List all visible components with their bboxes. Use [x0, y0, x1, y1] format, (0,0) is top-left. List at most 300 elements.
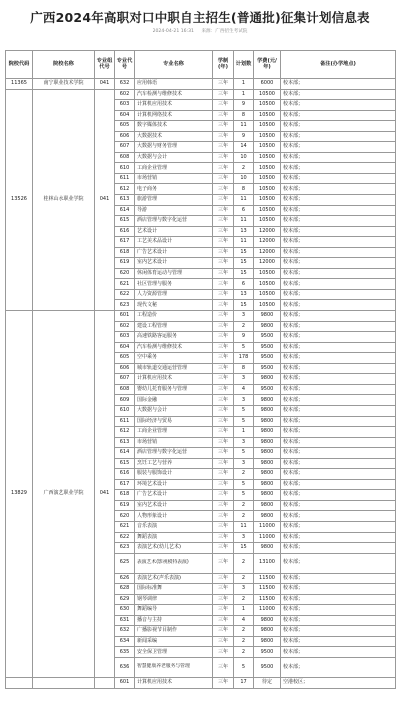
plan-count: 5 — [234, 405, 254, 416]
remark: 校本部； — [281, 332, 396, 343]
major-code: 617 — [115, 479, 135, 490]
major-name: 表演艺术(影视模特表演) — [135, 553, 213, 573]
duration: 三年 — [213, 395, 234, 406]
duration: 三年 — [213, 279, 234, 290]
duration: 三年 — [213, 163, 234, 174]
tuition: 9800 — [254, 511, 281, 522]
tuition: 9800 — [254, 500, 281, 511]
tuition: 11000 — [254, 532, 281, 543]
remark: 校本部； — [281, 615, 396, 626]
major-code: 618 — [115, 490, 135, 501]
tuition: 10500 — [254, 163, 281, 174]
remark: 校本部； — [281, 79, 396, 90]
remark: 校本部； — [281, 173, 396, 184]
major-code: 620 — [115, 511, 135, 522]
tuition: 9500 — [254, 332, 281, 343]
duration: 三年 — [213, 258, 234, 269]
remark: 校本部； — [281, 532, 396, 543]
tuition: 9800 — [254, 448, 281, 459]
duration: 三年 — [213, 657, 234, 677]
duration: 三年 — [213, 363, 234, 374]
tuition: 10500 — [254, 184, 281, 195]
duration: 三年 — [213, 121, 234, 132]
major-name: 工程造价 — [135, 311, 213, 322]
plan-count: 11 — [234, 121, 254, 132]
duration: 三年 — [213, 490, 234, 501]
school-name: 南宁职业技术学院 — [33, 79, 95, 90]
plan-count: 2 — [234, 469, 254, 480]
duration: 三年 — [213, 332, 234, 343]
plan-count: 3 — [234, 458, 254, 469]
plan-count: 6 — [234, 205, 254, 216]
remark: 校本部； — [281, 448, 396, 459]
major-name: 艺术设计 — [135, 226, 213, 237]
remark: 校本部； — [281, 131, 396, 142]
duration: 三年 — [213, 321, 234, 332]
document-title: 广西2024年高职对口中职自主招生(普通批)征集计划信息表 — [30, 10, 370, 25]
tuition: 9800 — [254, 374, 281, 385]
plan-count: 15 — [234, 247, 254, 258]
remark: 校本部； — [281, 226, 396, 237]
major-code: 611 — [115, 416, 135, 427]
major-code: 603 — [115, 100, 135, 111]
major-code: 609 — [115, 395, 135, 406]
tuition: 9800 — [254, 490, 281, 501]
major-code: 631 — [115, 615, 135, 626]
major-code: 626 — [115, 573, 135, 584]
remark: 校本部； — [281, 258, 396, 269]
publish-source: 来源：广西招生考试院 — [201, 29, 248, 34]
major-code: 604 — [115, 342, 135, 353]
duration: 三年 — [213, 237, 234, 248]
tuition: 10500 — [254, 110, 281, 121]
major-name: 环境艺术设计 — [135, 479, 213, 490]
major-code: 612 — [115, 184, 135, 195]
remark: 校本部； — [281, 657, 396, 677]
major-name: 数字媒体技术 — [135, 121, 213, 132]
remark: 校本部； — [281, 142, 396, 153]
duration: 三年 — [213, 511, 234, 522]
duration: 三年 — [213, 216, 234, 227]
major-name: 空中乘务 — [135, 353, 213, 364]
major-code: 601 — [115, 311, 135, 322]
plan-count: 2 — [234, 594, 254, 605]
remark: 校本部； — [281, 184, 396, 195]
header-duration: 学制(年) — [213, 51, 234, 79]
duration: 三年 — [213, 311, 234, 322]
plan-count: 1 — [234, 89, 254, 100]
header-tuition: 学费(元/年) — [254, 51, 281, 79]
major-name: 高速铁路客运服务 — [135, 332, 213, 343]
major-code: 606 — [115, 131, 135, 142]
plan-count: 15 — [234, 543, 254, 554]
tuition: 9800 — [254, 395, 281, 406]
plan-count: 5 — [234, 657, 254, 677]
remark: 校本部； — [281, 584, 396, 595]
major-name: 市场营销 — [135, 437, 213, 448]
plan-count: 6 — [234, 279, 254, 290]
major-code: 616 — [115, 469, 135, 480]
major-code: 616 — [115, 226, 135, 237]
tuition: 10500 — [254, 268, 281, 279]
duration: 三年 — [213, 300, 234, 311]
plan-count: 2 — [234, 636, 254, 647]
tuition: 11500 — [254, 584, 281, 595]
major-name: 计算机网络技术 — [135, 110, 213, 121]
duration: 三年 — [213, 553, 234, 573]
major-code: 612 — [115, 427, 135, 438]
major-name: 工艺美术品设计 — [135, 237, 213, 248]
group-code: 041 — [95, 89, 115, 310]
major-name: 表演艺术(声乐表演) — [135, 573, 213, 584]
plan-count: 1 — [234, 605, 254, 616]
major-code: 621 — [115, 279, 135, 290]
tuition: 10500 — [254, 289, 281, 300]
major-code: 628 — [115, 584, 135, 595]
header-school-code: 院校代码 — [6, 51, 33, 79]
major-name: 播音与主持 — [135, 615, 213, 626]
duration: 三年 — [213, 152, 234, 163]
plan-count: 11 — [234, 216, 254, 227]
tuition: 9800 — [254, 469, 281, 480]
table-row — [6, 79, 396, 90]
group-code: 041 — [95, 79, 115, 90]
remark: 校本部； — [281, 405, 396, 416]
duration: 三年 — [213, 626, 234, 637]
tuition: 9800 — [254, 626, 281, 637]
major-code: 622 — [115, 532, 135, 543]
major-code: 602 — [115, 89, 135, 100]
duration: 三年 — [213, 636, 234, 647]
plan-count: 13 — [234, 289, 254, 300]
major-name: 安全保卫管理 — [135, 647, 213, 658]
major-name: 现代文秘 — [135, 300, 213, 311]
header-group-code: 专业组代号 — [95, 51, 115, 79]
major-code: 618 — [115, 247, 135, 258]
school-name — [33, 677, 95, 688]
major-code: 620 — [115, 268, 135, 279]
major-code: 623 — [115, 300, 135, 311]
major-code: 614 — [115, 205, 135, 216]
tuition: 9800 — [254, 405, 281, 416]
tuition: 11000 — [254, 521, 281, 532]
header-plan-count: 计划数 — [234, 51, 254, 79]
plan-count: 8 — [234, 184, 254, 195]
major-name: 大数据与会计 — [135, 405, 213, 416]
major-code: 621 — [115, 521, 135, 532]
plan-count: 17 — [234, 677, 254, 688]
major-name: 计算机应用技术 — [135, 677, 213, 688]
plan-count: 3 — [234, 584, 254, 595]
tuition: 9500 — [254, 384, 281, 395]
major-code: 610 — [115, 405, 135, 416]
major-code: 623 — [115, 543, 135, 554]
plan-count: 1 — [234, 427, 254, 438]
plan-count: 3 — [234, 374, 254, 385]
plan-count: 11 — [234, 521, 254, 532]
remark: 校本部； — [281, 626, 396, 637]
plan-count: 5 — [234, 479, 254, 490]
remark: 校本部； — [281, 500, 396, 511]
tuition: 10500 — [254, 216, 281, 227]
major-name: 建设工程管理 — [135, 321, 213, 332]
group-code — [95, 677, 115, 688]
tuition: 11500 — [254, 573, 281, 584]
major-name: 智慧健康养老服务与管理 — [135, 657, 213, 677]
remark: 校本部； — [281, 152, 396, 163]
remark: 校本部； — [281, 543, 396, 554]
tuition: 9800 — [254, 321, 281, 332]
major-code: 610 — [115, 163, 135, 174]
school-name: 广西演艺职业学院 — [33, 311, 95, 678]
major-name: 人物形象设计 — [135, 511, 213, 522]
major-code: 625 — [115, 553, 135, 573]
tuition: 9800 — [254, 416, 281, 427]
remark: 校本部； — [281, 469, 396, 480]
remark: 校本部； — [281, 479, 396, 490]
tuition: 6000 — [254, 79, 281, 90]
major-name: 酒店管理与数字化运营 — [135, 448, 213, 459]
header-school-name: 院校名称 — [33, 51, 95, 79]
plan-count: 15 — [234, 258, 254, 269]
tuition: 10500 — [254, 121, 281, 132]
major-name: 烹饪工艺与营养 — [135, 458, 213, 469]
plan-count: 8 — [234, 110, 254, 121]
major-name: 国际标准舞 — [135, 584, 213, 595]
duration: 三年 — [213, 247, 234, 258]
header-major-code: 专业代号 — [115, 51, 135, 79]
duration: 三年 — [213, 500, 234, 511]
plan-count: 10 — [234, 152, 254, 163]
duration: 三年 — [213, 427, 234, 438]
tuition: 11000 — [254, 605, 281, 616]
major-name: 国际金融 — [135, 395, 213, 406]
tuition: 9800 — [254, 311, 281, 322]
major-code: 608 — [115, 384, 135, 395]
duration: 三年 — [213, 173, 234, 184]
school-code: 13829 — [6, 311, 33, 678]
major-code: 613 — [115, 195, 135, 206]
tuition: 10500 — [254, 89, 281, 100]
major-name: 社区管理与服务 — [135, 279, 213, 290]
major-name: 广告艺术设计 — [135, 490, 213, 501]
major-code: 630 — [115, 605, 135, 616]
major-code: 613 — [115, 437, 135, 448]
major-name: 工商企业管理 — [135, 427, 213, 438]
duration: 三年 — [213, 584, 234, 595]
major-name: 城市轨道交通运营管理 — [135, 363, 213, 374]
tuition: 12000 — [254, 258, 281, 269]
duration: 三年 — [213, 594, 234, 605]
remark: 校本部； — [281, 321, 396, 332]
remark: 校本部； — [281, 110, 396, 121]
major-code: 636 — [115, 657, 135, 677]
remark: 校本部； — [281, 247, 396, 258]
major-code: 603 — [115, 332, 135, 343]
school-code: 13526 — [6, 89, 33, 310]
remark: 校本部； — [281, 216, 396, 227]
duration: 三年 — [213, 521, 234, 532]
remark: 校本部； — [281, 342, 396, 353]
tuition: 9800 — [254, 437, 281, 448]
major-name: 音乐表演 — [135, 521, 213, 532]
remark: 校本部； — [281, 237, 396, 248]
remark: 校本部； — [281, 416, 396, 427]
tuition: 13100 — [254, 553, 281, 573]
plan-count: 5 — [234, 342, 254, 353]
duration: 三年 — [213, 384, 234, 395]
duration: 三年 — [213, 479, 234, 490]
duration: 三年 — [213, 184, 234, 195]
duration: 三年 — [213, 405, 234, 416]
major-code: 615 — [115, 458, 135, 469]
remark: 校本部； — [281, 458, 396, 469]
major-name: 钢琴调律 — [135, 594, 213, 605]
major-code: 611 — [115, 173, 135, 184]
duration: 三年 — [213, 573, 234, 584]
remark: 校本部； — [281, 163, 396, 174]
tuition: 9800 — [254, 479, 281, 490]
table-body — [6, 79, 396, 689]
remark: 校本部； — [281, 490, 396, 501]
document-meta — [0, 28, 400, 34]
remark: 校本部； — [281, 636, 396, 647]
remark: 校本部； — [281, 121, 396, 132]
remark: 校本部； — [281, 384, 396, 395]
major-code: 632 — [115, 626, 135, 637]
tuition: 9500 — [254, 342, 281, 353]
remark: 校本部； — [281, 374, 396, 385]
major-code: 601 — [115, 677, 135, 688]
major-name: 休闲体育运动与管理 — [135, 268, 213, 279]
major-code: 604 — [115, 110, 135, 121]
plan-count: 10 — [234, 173, 254, 184]
duration: 三年 — [213, 615, 234, 626]
table-header-row — [6, 51, 396, 79]
duration: 三年 — [213, 131, 234, 142]
major-code: 632 — [115, 79, 135, 90]
plan-count: 3 — [234, 311, 254, 322]
duration: 三年 — [213, 342, 234, 353]
major-name: 国际经济与贸易 — [135, 416, 213, 427]
enrollment-table — [5, 50, 396, 689]
plan-count: 11 — [234, 195, 254, 206]
duration: 三年 — [213, 226, 234, 237]
plan-count: 2 — [234, 553, 254, 573]
major-name: 大数据与财务管理 — [135, 142, 213, 153]
remark: 校本部； — [281, 311, 396, 322]
major-name: 市场营销 — [135, 173, 213, 184]
plan-count: 2 — [234, 500, 254, 511]
remark: 校本部； — [281, 647, 396, 658]
major-name: 汽车检测与维修技术 — [135, 89, 213, 100]
remark: 校本部； — [281, 300, 396, 311]
tuition: 10500 — [254, 142, 281, 153]
major-name: 计算机应用技术 — [135, 100, 213, 111]
tuition: 9800 — [254, 543, 281, 554]
table-row — [6, 89, 396, 100]
major-code: 607 — [115, 374, 135, 385]
remark: 校本部； — [281, 205, 396, 216]
major-name: 广播影视节目制作 — [135, 626, 213, 637]
duration: 三年 — [213, 677, 234, 688]
major-name: 酒店管理与数字化运营 — [135, 216, 213, 227]
remark: 校本部； — [281, 289, 396, 300]
remark: 校本部； — [281, 573, 396, 584]
plan-count: 5 — [234, 490, 254, 501]
plan-count: 4 — [234, 615, 254, 626]
publish-date: 2024-04-21 16:31 — [152, 29, 194, 34]
duration: 三年 — [213, 79, 234, 90]
plan-count: 9 — [234, 100, 254, 111]
major-name: 舞蹈编导 — [135, 605, 213, 616]
plan-count: 8 — [234, 363, 254, 374]
major-name: 新闻采编 — [135, 636, 213, 647]
tuition: 12000 — [254, 226, 281, 237]
duration: 三年 — [213, 142, 234, 153]
plan-count: 2 — [234, 321, 254, 332]
tuition: 9800 — [254, 458, 281, 469]
plan-count: 5 — [234, 448, 254, 459]
tuition: 10500 — [254, 152, 281, 163]
duration: 三年 — [213, 605, 234, 616]
major-code: 617 — [115, 237, 135, 248]
header-remark: 备注(办学地点) — [281, 51, 396, 79]
duration: 三年 — [213, 416, 234, 427]
school-name: 桂林山水职业学院 — [33, 89, 95, 310]
duration: 三年 — [213, 543, 234, 554]
remark: 校本部； — [281, 268, 396, 279]
duration: 三年 — [213, 647, 234, 658]
duration: 三年 — [213, 374, 234, 385]
remark: 校本部； — [281, 511, 396, 522]
tuition: 11500 — [254, 594, 281, 605]
major-code: 635 — [115, 647, 135, 658]
remark: 校本部； — [281, 437, 396, 448]
tuition: 10500 — [254, 205, 281, 216]
major-name: 旅游管理 — [135, 195, 213, 206]
tuition: 12000 — [254, 237, 281, 248]
tuition: 9500 — [254, 363, 281, 374]
plan-count: 1 — [234, 79, 254, 90]
duration: 三年 — [213, 353, 234, 364]
table-row — [6, 677, 396, 688]
tuition: 10500 — [254, 131, 281, 142]
plan-count: 3 — [234, 532, 254, 543]
major-name: 广告艺术设计 — [135, 247, 213, 258]
remark: 空港校区； — [281, 677, 396, 688]
tuition: 9800 — [254, 427, 281, 438]
plan-count: 13 — [234, 226, 254, 237]
duration: 三年 — [213, 268, 234, 279]
major-code: 605 — [115, 353, 135, 364]
remark: 校本部； — [281, 363, 396, 374]
duration: 三年 — [213, 89, 234, 100]
plan-count: 5 — [234, 416, 254, 427]
major-name: 人力资源管理 — [135, 289, 213, 300]
major-code: 622 — [115, 289, 135, 300]
plan-count: 3 — [234, 395, 254, 406]
plan-count: 2 — [234, 511, 254, 522]
major-code: 614 — [115, 448, 135, 459]
tuition: 10500 — [254, 279, 281, 290]
tuition: 9500 — [254, 353, 281, 364]
plan-count: 15 — [234, 300, 254, 311]
duration: 三年 — [213, 100, 234, 111]
remark: 校本部； — [281, 353, 396, 364]
major-name: 工商企业管理 — [135, 163, 213, 174]
major-name: 电子商务 — [135, 184, 213, 195]
